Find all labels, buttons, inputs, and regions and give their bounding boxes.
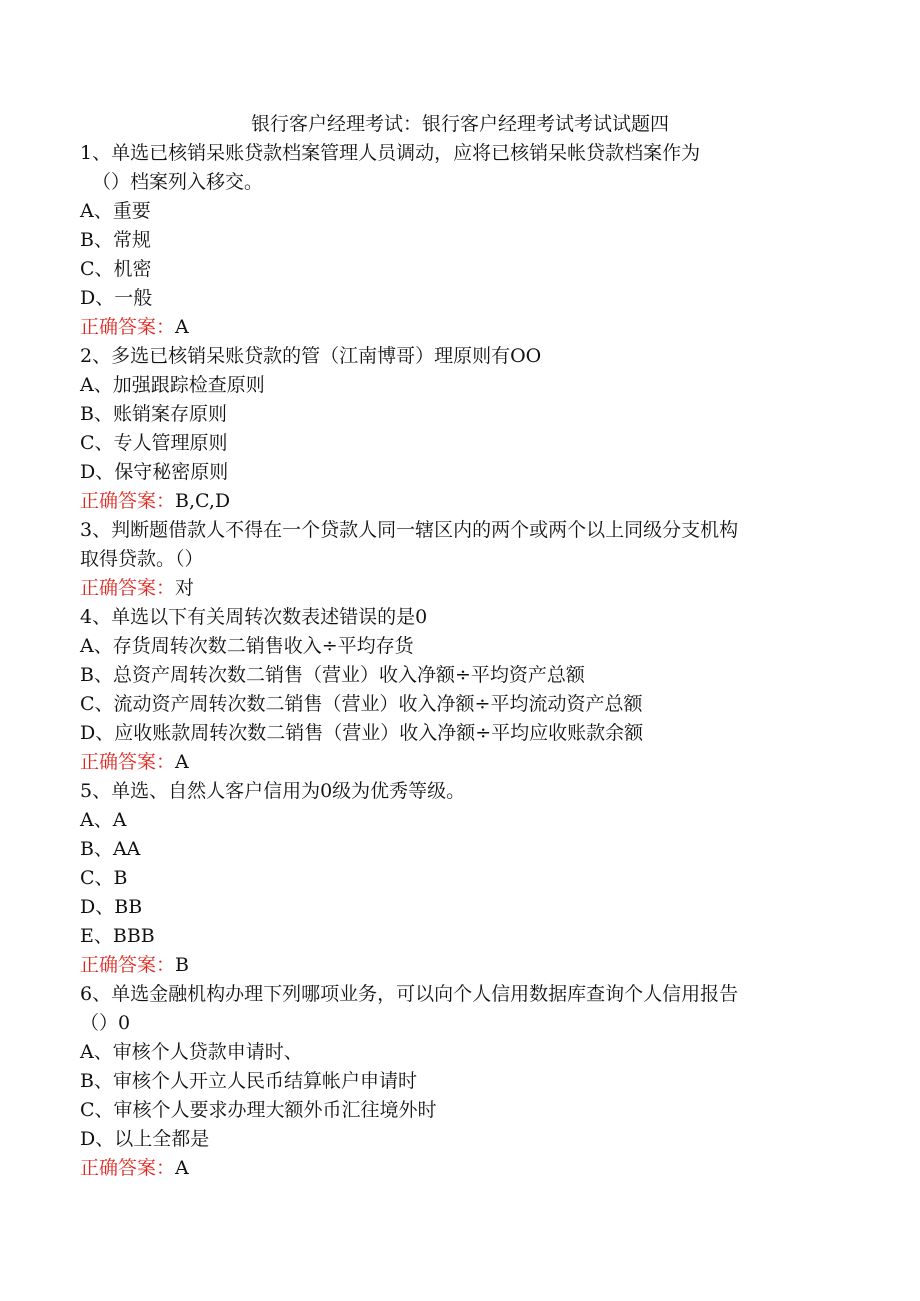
question-stem: 1、单选已核销呆账贷款档案管理人员调动，应将已核销呆帐贷款档案作为 (80, 142, 701, 164)
question-stem: 2、多选已核销呆账贷款的管（江南博哥）理原则有OO (80, 345, 542, 367)
answer-label: 正确答案： (80, 577, 176, 599)
option-a: A、审核个人贷款申请时、 (80, 1041, 303, 1063)
option-d: D、保守秘密原则 (80, 461, 229, 483)
question-stem: 3、判断题借款人不得在一个贷款人同一辖区内的两个或两个以上同级分支机构 (80, 519, 739, 541)
option-b: B、总资产周转次数二销售（营业）收入净额÷平均资产总额 (80, 664, 585, 686)
option-a: A、存货周转次数二销售收入÷平均存货 (80, 635, 414, 657)
answer-value: B (175, 954, 189, 976)
option-b: B、AA (80, 838, 141, 860)
question-block (80, 980, 850, 1183)
option-d: D、一般 (80, 287, 153, 309)
question-stem-continued: （）0 (80, 1012, 131, 1034)
question-stem-continued: （）档案列入移交。 (92, 171, 264, 193)
answer-label: 正确答案： (80, 954, 176, 976)
answer-label: 正确答案： (80, 1157, 176, 1179)
option-b: B、常规 (80, 229, 151, 251)
option-c: C、B (80, 867, 128, 889)
answer-label: 正确答案： (80, 316, 176, 338)
option-d: D、以上全都是 (80, 1128, 210, 1150)
answer-value: A (175, 751, 189, 773)
option-a: A、A (80, 809, 127, 831)
question-stem: 4、单选以下有关周转次数表述错误的是0 (80, 606, 428, 628)
answer-line (80, 748, 850, 777)
option-a: A、重要 (80, 200, 151, 222)
question-stem: 6、单选金融机构办理下列哪项业务，可以向个人信用数据库查询个人信用报告 (80, 983, 739, 1005)
option-d: D、应收账款周转次数二销售（营业）收入净额÷平均应收账款余额 (80, 722, 644, 744)
question-block (80, 139, 850, 342)
answer-label: 正确答案： (80, 490, 176, 512)
document-title: 银行客户经理考试：银行客户经理考试考试试题四 (250, 113, 669, 135)
answer-value: B,C,D (175, 490, 231, 512)
option-c: C、流动资产周转次数二销售（营业）收入净额÷平均流动资产总额 (80, 693, 643, 715)
option-e: E、BBB (80, 925, 155, 947)
question-block (80, 777, 850, 980)
option-b: B、账销案存原则 (80, 403, 227, 425)
answer-line (80, 1154, 850, 1183)
option-b: B、审核个人开立人民币结算帐户申请时 (80, 1070, 417, 1092)
answer-value: A (175, 316, 189, 338)
question-stem: 5、单选、自然人客户信用为0级为优秀等级。 (80, 780, 466, 802)
answer-label: 正确答案： (80, 751, 176, 773)
question-block (80, 603, 850, 777)
question-block (80, 516, 850, 603)
option-d: D、BB (80, 896, 143, 918)
question-stem-continued: 取得贷款。（） (80, 548, 204, 570)
answer-value: A (175, 1157, 189, 1179)
question-block (80, 342, 850, 516)
option-c: C、专人管理原则 (80, 432, 228, 454)
option-c: C、机密 (80, 258, 152, 280)
option-c: C、审核个人要求办理大额外币汇往境外时 (80, 1099, 437, 1121)
answer-value: 对 (175, 577, 195, 599)
answer-line (80, 574, 850, 603)
option-a: A、加强跟踪检查原则 (80, 374, 265, 396)
answer-line (80, 951, 850, 980)
answer-line (80, 487, 850, 516)
question-list (80, 139, 850, 1183)
answer-line (80, 313, 850, 342)
